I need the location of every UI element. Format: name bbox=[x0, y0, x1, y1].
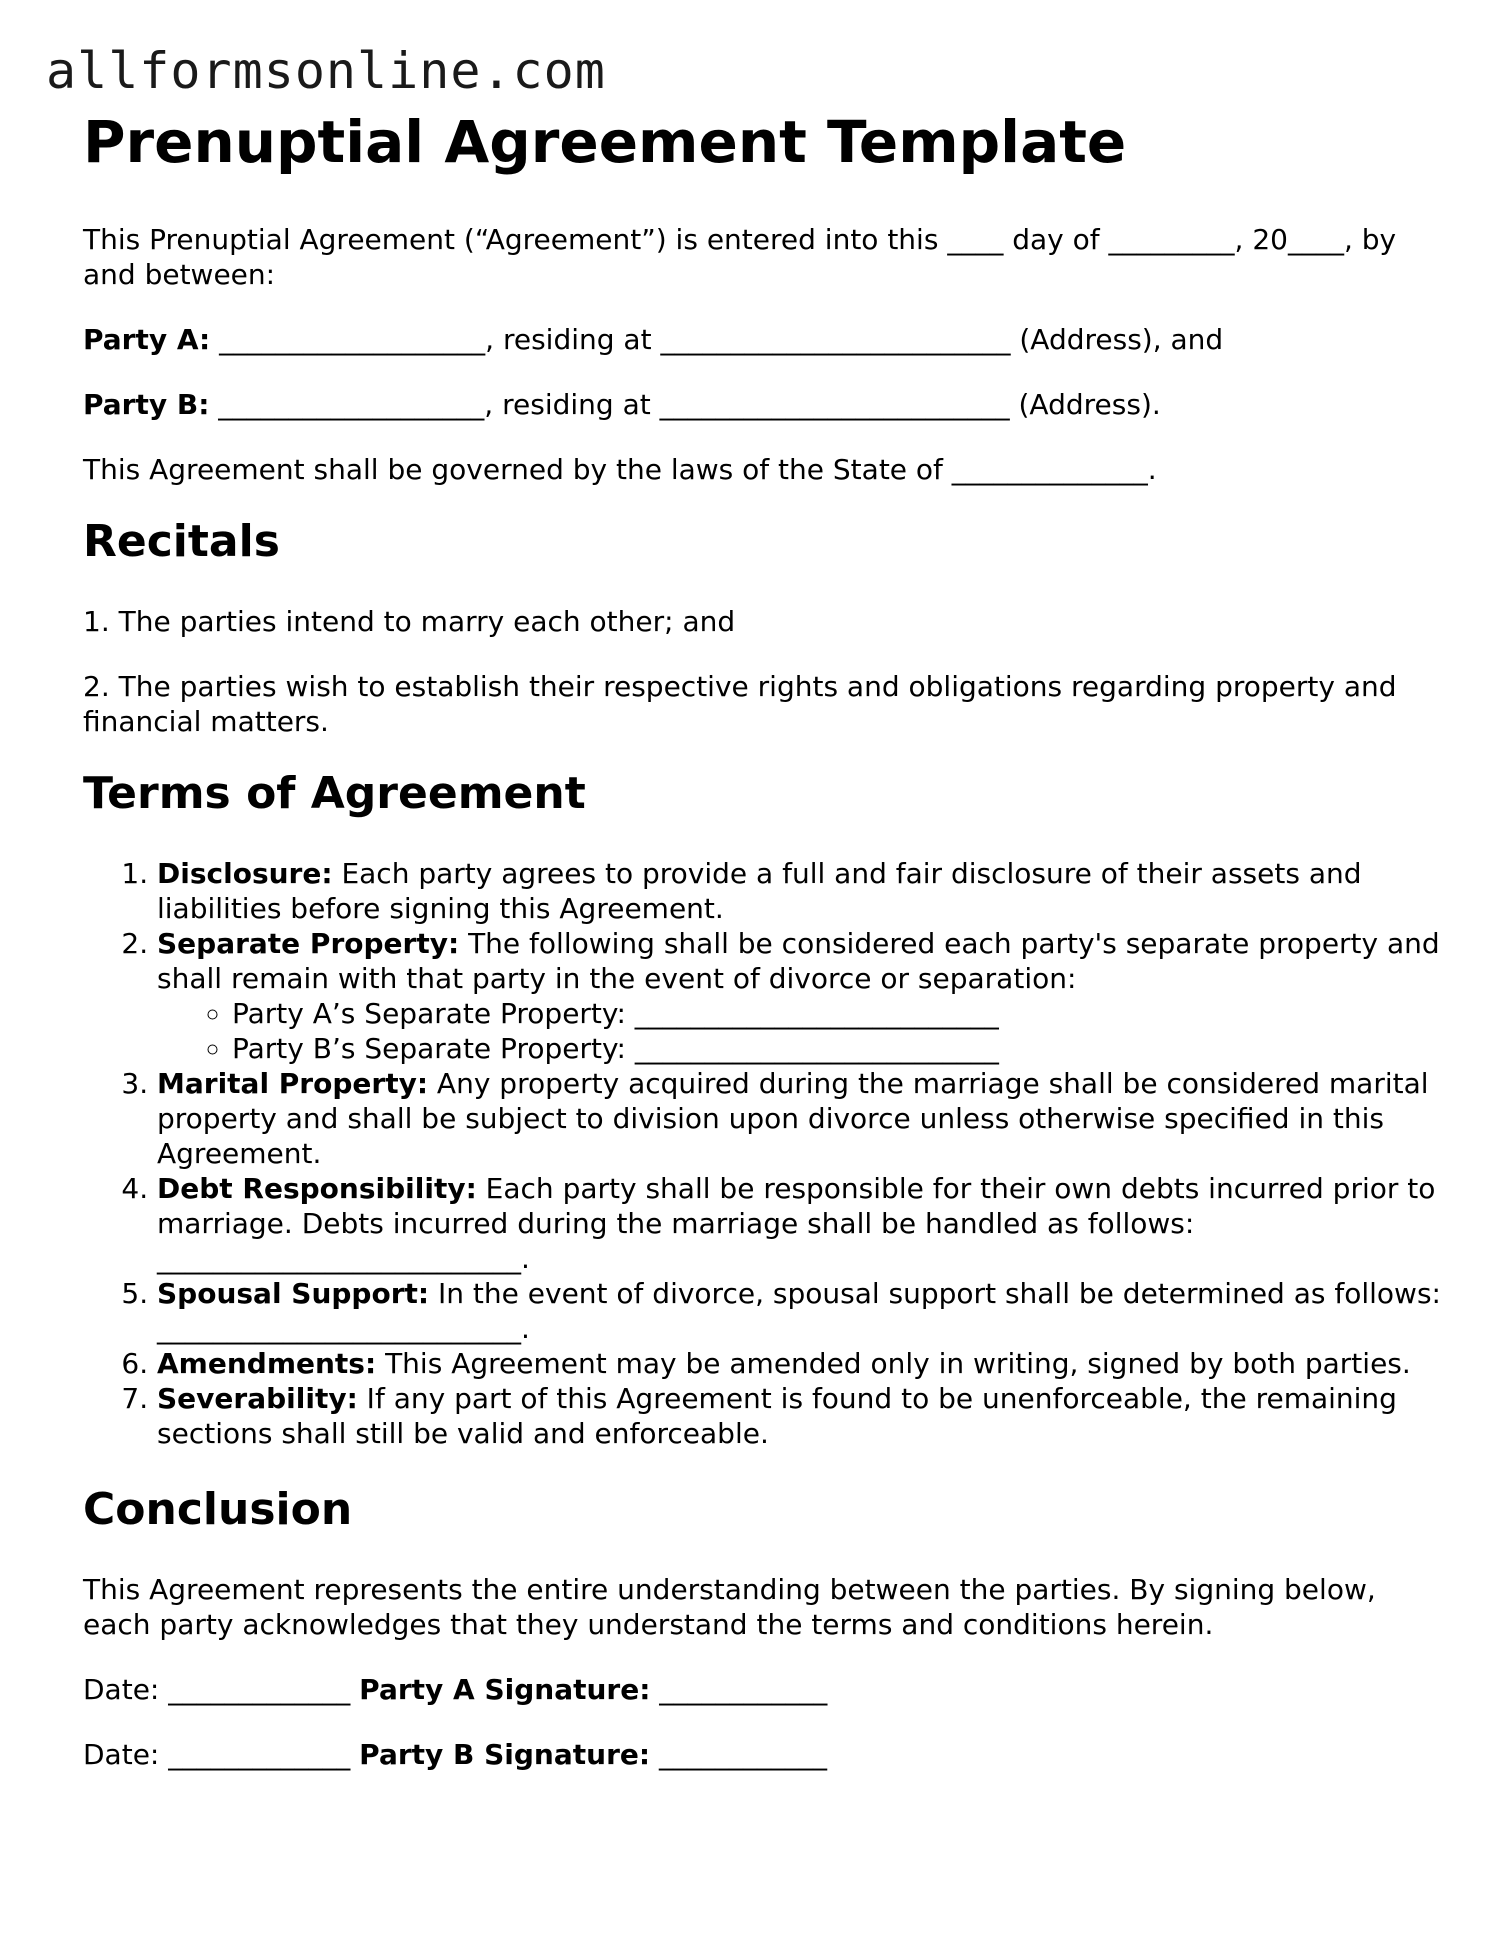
term-label: Spousal Support: bbox=[157, 1277, 430, 1310]
signature-label: Party A Signature: bbox=[359, 1673, 651, 1706]
term-item bbox=[157, 1346, 1443, 1381]
term-text: The following shall be considered each party's separate property and shall remain with that party in the event of divorce or separation: bbox=[157, 927, 1440, 995]
intro-paragraph: This Prenuptial Agreement (“Agreement”) is entered into this ____ day of _________, 20____, by and between: bbox=[83, 223, 1397, 291]
term-label: Marital Property: bbox=[157, 1067, 429, 1100]
recitals-heading: Recitals bbox=[83, 516, 280, 567]
term-item bbox=[157, 1171, 1443, 1276]
term-label: Separate Property: bbox=[157, 927, 460, 960]
date-label: Date: _____________ bbox=[83, 1673, 360, 1706]
term-label: Disclosure: bbox=[157, 857, 333, 890]
term-item bbox=[157, 1381, 1443, 1451]
separate-property-item: ◦ Party A’s Separate Property: __________________________ bbox=[232, 996, 1443, 1031]
site-watermark: allformsonline.com bbox=[46, 42, 606, 100]
term-text: Each party agrees to provide a full and fair disclosure of their assets and liabilities before signing this Agreement. bbox=[157, 857, 1362, 925]
signature-blank: ____________ bbox=[650, 1738, 827, 1771]
signature-label: Party B Signature: bbox=[359, 1738, 651, 1771]
signature-line-b bbox=[83, 1737, 1443, 1772]
party-b-line bbox=[83, 387, 1443, 422]
term-item bbox=[157, 856, 1443, 926]
document-page bbox=[83, 108, 1443, 1772]
term-text: This Agreement may be amended only in writing, signed by both parties. bbox=[376, 1347, 1411, 1380]
party-a-line bbox=[83, 322, 1443, 357]
separate-property-item: ◦ Party B’s Separate Property: __________________________ bbox=[232, 1031, 1443, 1066]
term-text: In the event of divorce, spousal support shall be determined as follows: __________________________. bbox=[157, 1277, 1441, 1345]
term-text: Any property acquired during the marriage shall be considered marital property and shall be subject to division upon divorce unless otherwise specified in this Agreement. bbox=[157, 1067, 1429, 1170]
signature-blank: ____________ bbox=[650, 1673, 828, 1706]
signature-line-a bbox=[83, 1672, 1443, 1707]
party-b-text: ___________________, residing at _________________________ (Address). bbox=[209, 388, 1161, 421]
conclusion-heading: Conclusion bbox=[83, 1484, 353, 1535]
governing-law-line: This Agreement shall be governed by the laws of the State of ______________. bbox=[83, 453, 1157, 486]
term-label: Severability: bbox=[157, 1382, 358, 1415]
term-item bbox=[157, 926, 1443, 1066]
party-a-label: Party A: bbox=[83, 323, 211, 356]
conclusion-paragraph: This Agreement represents the entire understanding between the parties. By signing below, each party acknowledges that they understand the terms and conditions herein. bbox=[83, 1573, 1376, 1641]
terms-list bbox=[83, 856, 1443, 1451]
document-title: Prenuptial Agreement Template bbox=[83, 108, 1127, 176]
term-text: Each party shall be responsible for their own debts incurred prior to marriage. Debts incurred during the marriage shall be handled as follows: __________________________. bbox=[157, 1172, 1436, 1275]
party-a-text: ___________________, residing at _________________________ (Address), and bbox=[210, 323, 1224, 356]
recital-item: 1. The parties intend to marry each other; and bbox=[83, 605, 736, 638]
separate-property-list bbox=[157, 996, 1443, 1066]
recital-item: 2. The parties wish to establish their respective rights and obligations regarding property and financial matters. bbox=[83, 670, 1397, 738]
term-item bbox=[157, 1066, 1443, 1171]
terms-heading: Terms of Agreement bbox=[83, 768, 586, 819]
term-text: If any part of this Agreement is found to be unenforceable, the remaining sections shall still be valid and enforceable. bbox=[157, 1382, 1397, 1450]
date-label: Date: _____________ bbox=[83, 1738, 360, 1771]
term-label: Amendments: bbox=[157, 1347, 377, 1380]
term-label: Debt Responsibility: bbox=[157, 1172, 477, 1205]
term-item bbox=[157, 1276, 1443, 1346]
party-b-label: Party B: bbox=[83, 388, 210, 421]
